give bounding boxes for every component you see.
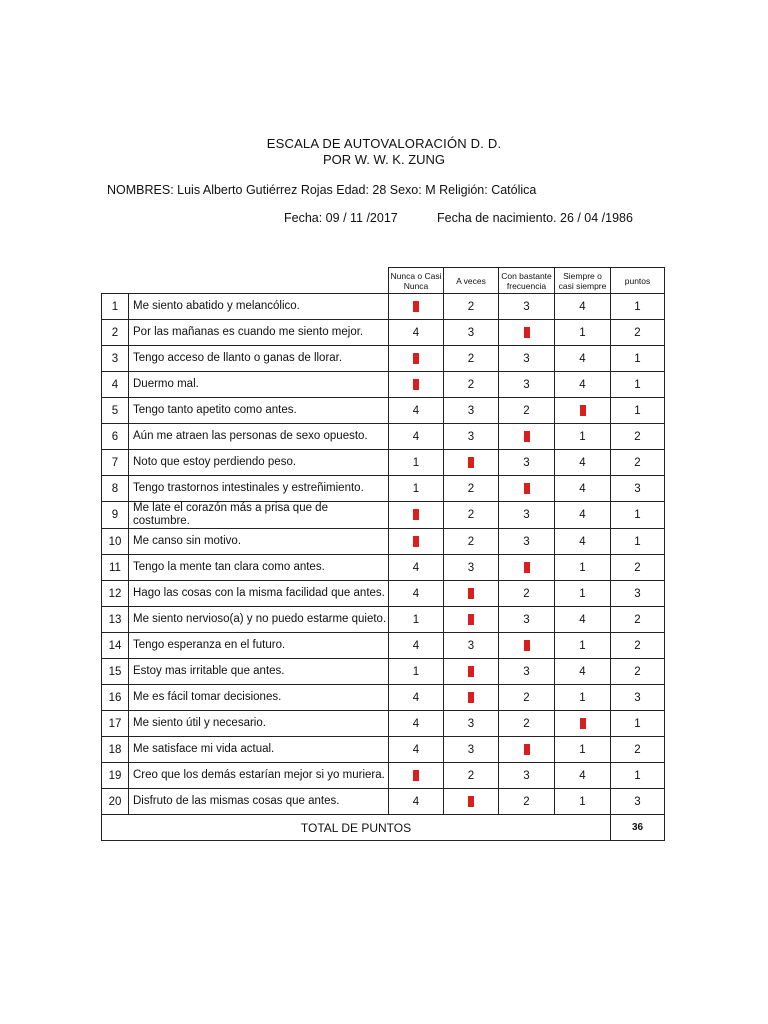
selected-answer-mark: 2 bbox=[523, 430, 529, 441]
item-points: 2 bbox=[611, 737, 665, 763]
answer-option: 4 bbox=[389, 789, 444, 815]
selected-answer-mark: 2 bbox=[523, 326, 529, 337]
answer-option: 2 bbox=[499, 711, 555, 737]
answer-option: 4 bbox=[389, 424, 444, 450]
selected-answer-cell bbox=[499, 555, 555, 581]
selected-answer-cell bbox=[499, 737, 555, 763]
table-row bbox=[102, 737, 665, 763]
item-question: Me es fácil tomar decisiones. bbox=[129, 685, 389, 711]
answer-option: 3 bbox=[499, 763, 555, 789]
answer-option: 4 bbox=[389, 320, 444, 346]
answer-option: 2 bbox=[444, 346, 499, 372]
item-points: 3 bbox=[611, 789, 665, 815]
item-question: Tengo la mente tan clara como antes. bbox=[129, 555, 389, 581]
answer-option: 1 bbox=[389, 476, 444, 502]
answer-option: 4 bbox=[389, 685, 444, 711]
selected-answer-mark: 3 bbox=[468, 587, 474, 598]
item-question: Me satisface mi vida actual. bbox=[129, 737, 389, 763]
item-points: 3 bbox=[611, 581, 665, 607]
table-row bbox=[102, 294, 665, 320]
selected-answer-cell bbox=[499, 633, 555, 659]
item-question: Me canso sin motivo. bbox=[129, 529, 389, 555]
answer-option: 1 bbox=[555, 737, 611, 763]
answer-option: 3 bbox=[444, 633, 499, 659]
selected-answer-cell bbox=[389, 502, 444, 529]
item-question: Duermo mal. bbox=[129, 372, 389, 398]
answer-option: 3 bbox=[499, 346, 555, 372]
total-value: 36 bbox=[611, 815, 665, 841]
item-number: 12 bbox=[102, 581, 129, 607]
selected-answer-cell bbox=[444, 581, 499, 607]
selected-answer-cell bbox=[555, 398, 611, 424]
item-question: Me late el corazón más a prisa que de costumbre. bbox=[129, 502, 389, 529]
answer-option: 4 bbox=[555, 607, 611, 633]
selected-answer-mark: 1 bbox=[413, 769, 419, 780]
answer-option: 3 bbox=[444, 711, 499, 737]
selected-answer-cell bbox=[389, 763, 444, 789]
answer-option: 2 bbox=[499, 685, 555, 711]
selected-answer-cell bbox=[444, 789, 499, 815]
answer-option: 3 bbox=[444, 424, 499, 450]
answer-option: 1 bbox=[389, 607, 444, 633]
answer-option: 4 bbox=[555, 529, 611, 555]
selected-answer-mark: 1 bbox=[413, 300, 419, 311]
answer-option: 4 bbox=[555, 476, 611, 502]
header-blank bbox=[102, 268, 389, 294]
item-points: 1 bbox=[611, 294, 665, 320]
item-number: 11 bbox=[102, 555, 129, 581]
answer-option: 4 bbox=[389, 633, 444, 659]
item-question: Noto que estoy perdiendo peso. bbox=[129, 450, 389, 476]
item-points: 1 bbox=[611, 529, 665, 555]
item-number: 3 bbox=[102, 346, 129, 372]
item-number: 19 bbox=[102, 763, 129, 789]
answer-option: 4 bbox=[555, 346, 611, 372]
table-row bbox=[102, 398, 665, 424]
table-row bbox=[102, 763, 665, 789]
answer-option: 4 bbox=[389, 398, 444, 424]
item-number: 18 bbox=[102, 737, 129, 763]
selected-answer-cell bbox=[389, 372, 444, 398]
table-row bbox=[102, 502, 665, 529]
item-points: 1 bbox=[611, 763, 665, 789]
selected-answer-mark: 2 bbox=[523, 639, 529, 650]
document-title: ESCALA DE AUTOVALORACIÓN D. D. bbox=[266, 136, 502, 151]
answer-option: 2 bbox=[444, 529, 499, 555]
selected-answer-cell bbox=[389, 346, 444, 372]
selected-answer-mark: 2 bbox=[523, 743, 529, 754]
answer-option: 2 bbox=[444, 294, 499, 320]
item-points: 3 bbox=[611, 685, 665, 711]
answer-option: 1 bbox=[555, 320, 611, 346]
table-header-row bbox=[102, 268, 665, 294]
table-row bbox=[102, 320, 665, 346]
table-row bbox=[102, 711, 665, 737]
selected-answer-mark: 1 bbox=[579, 404, 585, 415]
item-question: Tengo trastornos intestinales y estreñimiento. bbox=[129, 476, 389, 502]
item-number: 13 bbox=[102, 607, 129, 633]
answer-option: 1 bbox=[555, 633, 611, 659]
zung-scale-table bbox=[101, 267, 665, 841]
selected-answer-mark: 2 bbox=[523, 561, 529, 572]
selected-answer-mark: 1 bbox=[413, 352, 419, 363]
birth-date-field: Fecha de nacimiento. 26 / 04 /1986 bbox=[437, 211, 633, 225]
item-points: 1 bbox=[611, 711, 665, 737]
item-points: 3 bbox=[611, 476, 665, 502]
answer-option: 4 bbox=[555, 659, 611, 685]
date-field: Fecha: 09 / 11 /2017 bbox=[284, 211, 398, 225]
answer-option: 4 bbox=[389, 581, 444, 607]
selected-answer-mark: 2 bbox=[468, 665, 474, 676]
table-row bbox=[102, 450, 665, 476]
item-question: Disfruto de las mismas cosas que antes. bbox=[129, 789, 389, 815]
total-row bbox=[102, 815, 665, 841]
item-number: 4 bbox=[102, 372, 129, 398]
selected-answer-cell bbox=[389, 294, 444, 320]
answer-option: 3 bbox=[499, 372, 555, 398]
item-number: 20 bbox=[102, 789, 129, 815]
answer-option: 3 bbox=[499, 659, 555, 685]
column-header-never: Nunca o Casi Nunca bbox=[389, 268, 444, 294]
table-row bbox=[102, 346, 665, 372]
table-row bbox=[102, 789, 665, 815]
answer-option: 2 bbox=[444, 502, 499, 529]
column-header-frequently: Con bastante frecuencia bbox=[499, 268, 555, 294]
table-row bbox=[102, 424, 665, 450]
answer-option: 1 bbox=[389, 450, 444, 476]
item-number: 6 bbox=[102, 424, 129, 450]
item-points: 1 bbox=[611, 398, 665, 424]
table-row bbox=[102, 607, 665, 633]
answer-option: 2 bbox=[499, 789, 555, 815]
item-question: Creo que los demás estarían mejor si yo muriera. bbox=[129, 763, 389, 789]
table-row bbox=[102, 372, 665, 398]
selected-answer-cell bbox=[389, 529, 444, 555]
answer-option: 1 bbox=[555, 789, 611, 815]
item-number: 16 bbox=[102, 685, 129, 711]
selected-answer-mark: 3 bbox=[468, 795, 474, 806]
answer-option: 4 bbox=[389, 737, 444, 763]
item-points: 1 bbox=[611, 372, 665, 398]
answer-option: 3 bbox=[499, 529, 555, 555]
document-subtitle: POR W. W. K. ZUNG bbox=[322, 152, 446, 167]
item-question: Me siento útil y necesario. bbox=[129, 711, 389, 737]
column-header-always: Siempre o casi siempre bbox=[555, 268, 611, 294]
answer-option: 3 bbox=[499, 502, 555, 529]
item-question: Estoy mas irritable que antes. bbox=[129, 659, 389, 685]
total-label: TOTAL DE PUNTOS bbox=[102, 815, 611, 841]
item-number: 2 bbox=[102, 320, 129, 346]
table-row bbox=[102, 529, 665, 555]
answer-option: 1 bbox=[555, 424, 611, 450]
selected-answer-mark: 1 bbox=[579, 717, 585, 728]
answer-option: 4 bbox=[555, 763, 611, 789]
item-question: Tengo tanto apetito como antes. bbox=[129, 398, 389, 424]
answer-option: 2 bbox=[444, 372, 499, 398]
column-header-sometimes: A veces bbox=[444, 268, 499, 294]
item-number: 7 bbox=[102, 450, 129, 476]
selected-answer-cell bbox=[499, 320, 555, 346]
item-points: 2 bbox=[611, 659, 665, 685]
selected-answer-mark: 1 bbox=[413, 509, 419, 520]
answer-option: 3 bbox=[499, 450, 555, 476]
item-question: Tengo esperanza en el futuro. bbox=[129, 633, 389, 659]
selected-answer-cell bbox=[444, 450, 499, 476]
item-number: 14 bbox=[102, 633, 129, 659]
answer-option: 3 bbox=[499, 607, 555, 633]
item-question: Me siento abatido y melancólico. bbox=[129, 294, 389, 320]
answer-option: 4 bbox=[555, 502, 611, 529]
selected-answer-mark: 1 bbox=[413, 378, 419, 389]
answer-option: 2 bbox=[444, 476, 499, 502]
table-row bbox=[102, 659, 665, 685]
selected-answer-cell bbox=[499, 424, 555, 450]
answer-option: 3 bbox=[444, 737, 499, 763]
item-question: Por las mañanas es cuando me siento mejor. bbox=[129, 320, 389, 346]
table-row bbox=[102, 555, 665, 581]
item-points: 2 bbox=[611, 607, 665, 633]
table-row bbox=[102, 476, 665, 502]
item-points: 2 bbox=[611, 555, 665, 581]
answer-option: 4 bbox=[555, 450, 611, 476]
item-points: 1 bbox=[611, 502, 665, 529]
selected-answer-mark: 2 bbox=[468, 456, 474, 467]
item-number: 5 bbox=[102, 398, 129, 424]
answer-option: 2 bbox=[444, 763, 499, 789]
table-row bbox=[102, 685, 665, 711]
column-header-points: puntos bbox=[611, 268, 665, 294]
item-number: 15 bbox=[102, 659, 129, 685]
answer-option: 3 bbox=[444, 398, 499, 424]
answer-option: 1 bbox=[389, 659, 444, 685]
answer-option: 4 bbox=[389, 711, 444, 737]
answer-option: 2 bbox=[499, 398, 555, 424]
answer-option: 1 bbox=[555, 555, 611, 581]
answer-option: 2 bbox=[499, 581, 555, 607]
selected-answer-mark: 2 bbox=[468, 613, 474, 624]
item-question: Me siento nervioso(a) y no puedo estarme quieto. bbox=[129, 607, 389, 633]
selected-answer-mark: 3 bbox=[523, 482, 529, 493]
table-row bbox=[102, 633, 665, 659]
table-row bbox=[102, 581, 665, 607]
item-points: 1 bbox=[611, 346, 665, 372]
item-question: Hago las cosas con la misma facilidad que antes. bbox=[129, 581, 389, 607]
selected-answer-cell bbox=[555, 711, 611, 737]
answer-option: 3 bbox=[444, 320, 499, 346]
answer-option: 3 bbox=[444, 555, 499, 581]
answer-option: 3 bbox=[499, 294, 555, 320]
item-number: 1 bbox=[102, 294, 129, 320]
answer-option: 4 bbox=[555, 372, 611, 398]
selected-answer-mark: 3 bbox=[468, 691, 474, 702]
answer-option: 4 bbox=[555, 294, 611, 320]
table-body bbox=[102, 294, 665, 815]
selected-answer-cell bbox=[444, 659, 499, 685]
answer-option: 4 bbox=[389, 555, 444, 581]
patient-info: NOMBRES: Luis Alberto Gutiérrez Rojas Edad: 28 Sexo: M Religión: Católica bbox=[107, 183, 537, 197]
item-number: 17 bbox=[102, 711, 129, 737]
selected-answer-cell bbox=[444, 685, 499, 711]
item-points: 2 bbox=[611, 320, 665, 346]
item-points: 2 bbox=[611, 633, 665, 659]
item-number: 9 bbox=[102, 502, 129, 529]
item-number: 10 bbox=[102, 529, 129, 555]
item-question: Tengo acceso de llanto o ganas de llorar. bbox=[129, 346, 389, 372]
item-points: 2 bbox=[611, 450, 665, 476]
item-number: 8 bbox=[102, 476, 129, 502]
item-question: Aún me atraen las personas de sexo opuesto. bbox=[129, 424, 389, 450]
selected-answer-mark: 1 bbox=[413, 535, 419, 546]
selected-answer-cell bbox=[444, 607, 499, 633]
answer-option: 1 bbox=[555, 685, 611, 711]
item-points: 2 bbox=[611, 424, 665, 450]
answer-option: 1 bbox=[555, 581, 611, 607]
selected-answer-cell bbox=[499, 476, 555, 502]
